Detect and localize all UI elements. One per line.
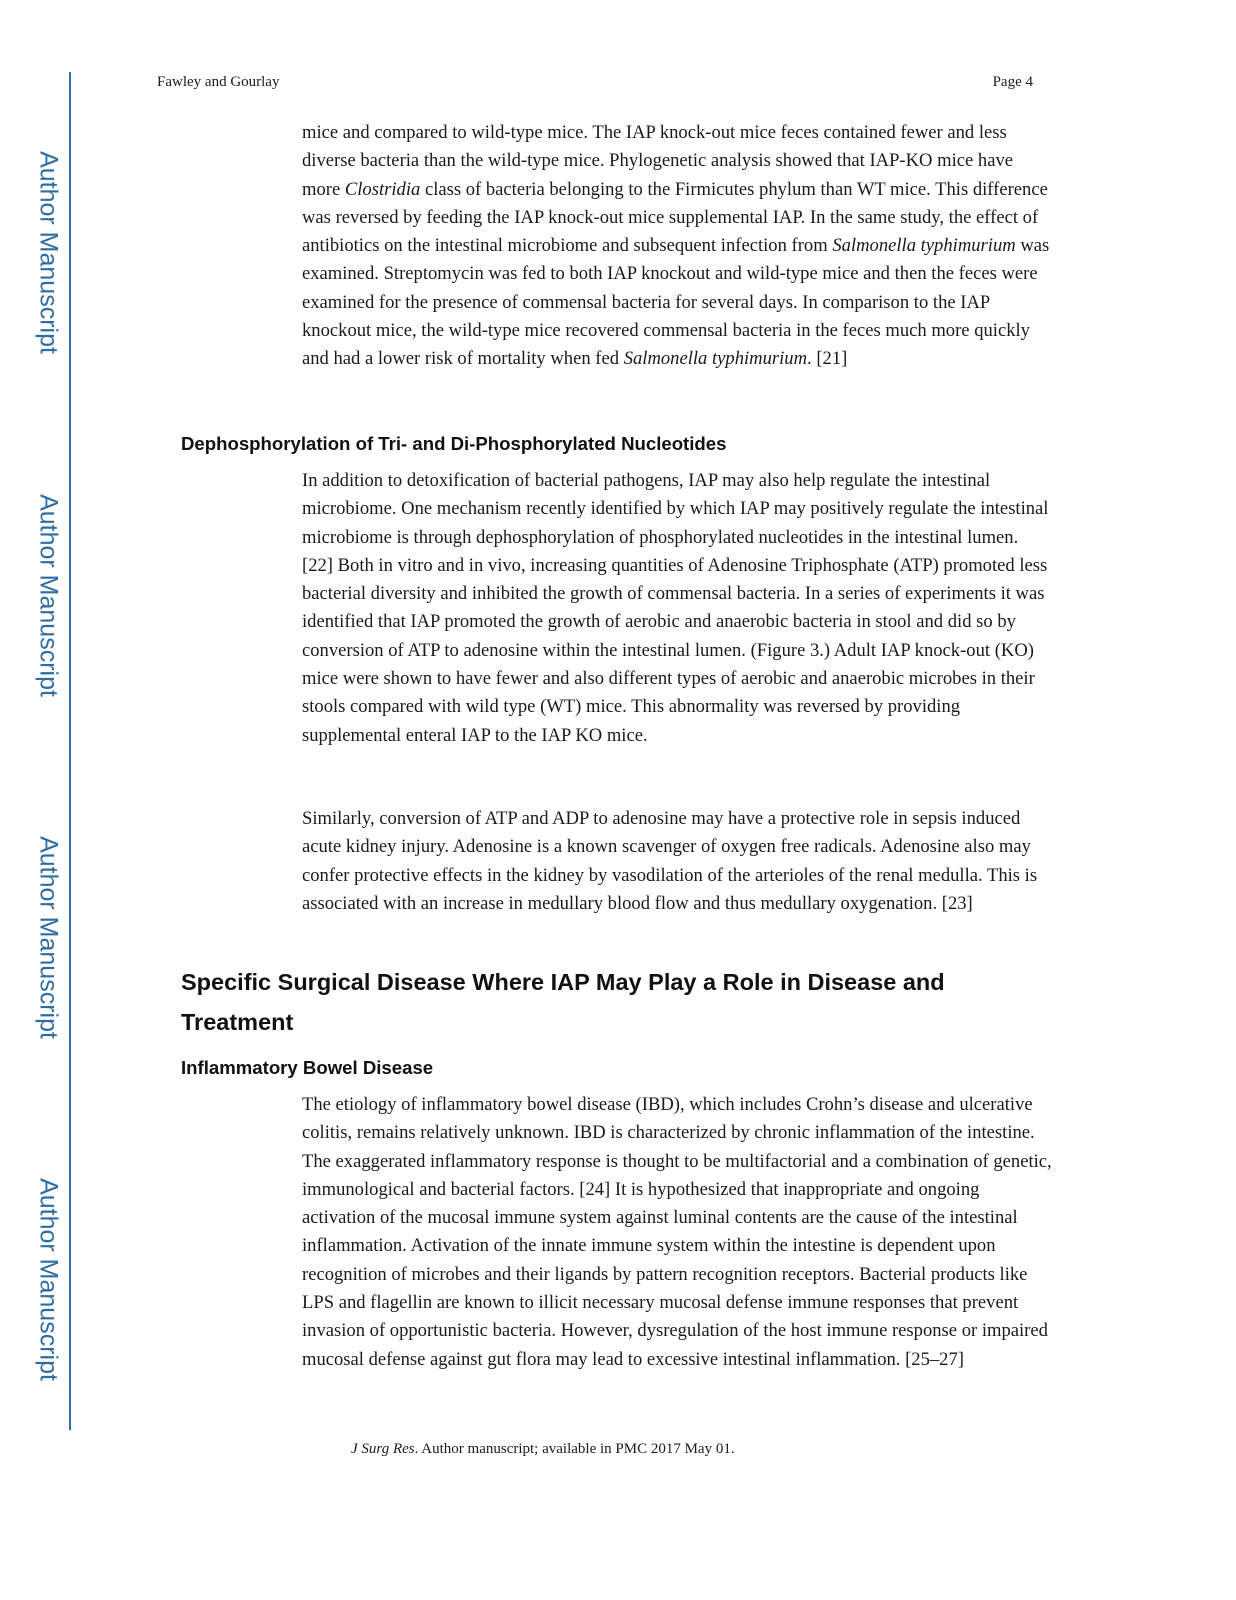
dephosphorylation-paragraph-2: Similarly, conversion of ATP and ADP to adenosine may have a protective role in sepsis induced acute kidney injury. Adenosine is a known scavenger of oxygen free radicals. Adenosine also may confer protective effects in the kidney by vasodilation of the arterioles of the renal medulla. This is associated with an increase in medullary blood flow and thus medullary oxygenation. [23] [302,808,1038,914]
section-heading-surgical-disease: Specific Surgical Disease Where IAP May Play a Role in Disease and Treatment [181,969,945,1035]
section-heading-dephosphorylation: Dephosphorylation of Tri- and Di-Phosphorylated Nucleotides [181,433,727,454]
dephosphorylation-paragraph-1: In addition to detoxification of bacterial pathogens, IAP may also help regulate the intestinal microbiome. One mechanism recently identified by which IAP may positively regulate the intestinal microbiome is through dephosphorylation of phosphorylated nucleotides in the intestinal lumen. [22] Both in vitro and in vivo, increasing quantities of Adenosine Triphosphate (ATP) promoted less bacterial diversity and inhibited the growth of commensal bacteria. In a series of experiments it was identified that IAP promoted the growth of aerobic and anaerobic bacteria in stool and did so by conversion of ATP to adenosine within the intestinal lumen. (Figure 3.) Adult IAP knock-out (KO) mice were shown to have fewer and also different types of aerobic and anaerobic microbes in their stools compared with wild type (WT) mice. This abnormality was reversed by providing supplemental enteral IAP to the IAP KO mice. [302,470,1049,746]
ibd-paragraph: The etiology of inflammatory bowel disease (IBD), which includes Crohn’s disease and ulcerative colitis, remains relatively unknown. IBD is characterized by chronic inflammation of the intestine. The exaggerated inflammatory response is thought to be multifactorial and a combination of genetic, immunological and bacterial factors. [24] It is hypothesized that inappropriate and ongoing activation of the mucosal immune system against luminal contents are the cause of the intestinal inflammation. Activation of the innate immune system within the intestine is dependent upon recognition of microbes and their ligands by pattern recognition receptors. Bacterial products like LPS and flagellin are known to illicit necessary mucosal defense immune responses that prevent invasion of opportunistic bacteria. However, dysregulation of the host immune response or impaired mucosal defense against gut flora may lead to excessive intestinal inflammation. [25–27] [302,1094,1052,1370]
section-heading-ibd: Inflammatory Bowel Disease [181,1057,434,1078]
footer-citation: J Surg Res. Author manuscript; available in PMC 2017 May 01. [351,1441,735,1457]
page-number: Page 4 [992,74,1033,90]
sidebar-rule [69,72,71,1430]
running-head-authors: Fawley and Gourlay [157,74,280,90]
intro-paragraph: mice and compared to wild-type mice. The IAP knock-out mice feces contained fewer and less diverse bacteria than the wild-type mice. Phylogenetic analysis showed that IAP-KO mice have more Clostridia class of bacteria belonging to the Firmicutes phylum than WT mice. This difference was reversed by feeding the IAP knock-out mice supplemental IAP. In the same study, the effect of antibiotics on the intestinal microbiome and subsequent infection from Salmonella typhimurium was examined. Streptomycin was fed to both IAP knockout and wild-type mice and then the feces were examined for the presence of commensal bacteria for several days. In comparison to the IAP knockout mice, the wild-type mice recovered commensal bacteria in the feces much more quickly and had a lower risk of mortality when fed Salmonella typhimurium. [21] [302,122,1050,370]
